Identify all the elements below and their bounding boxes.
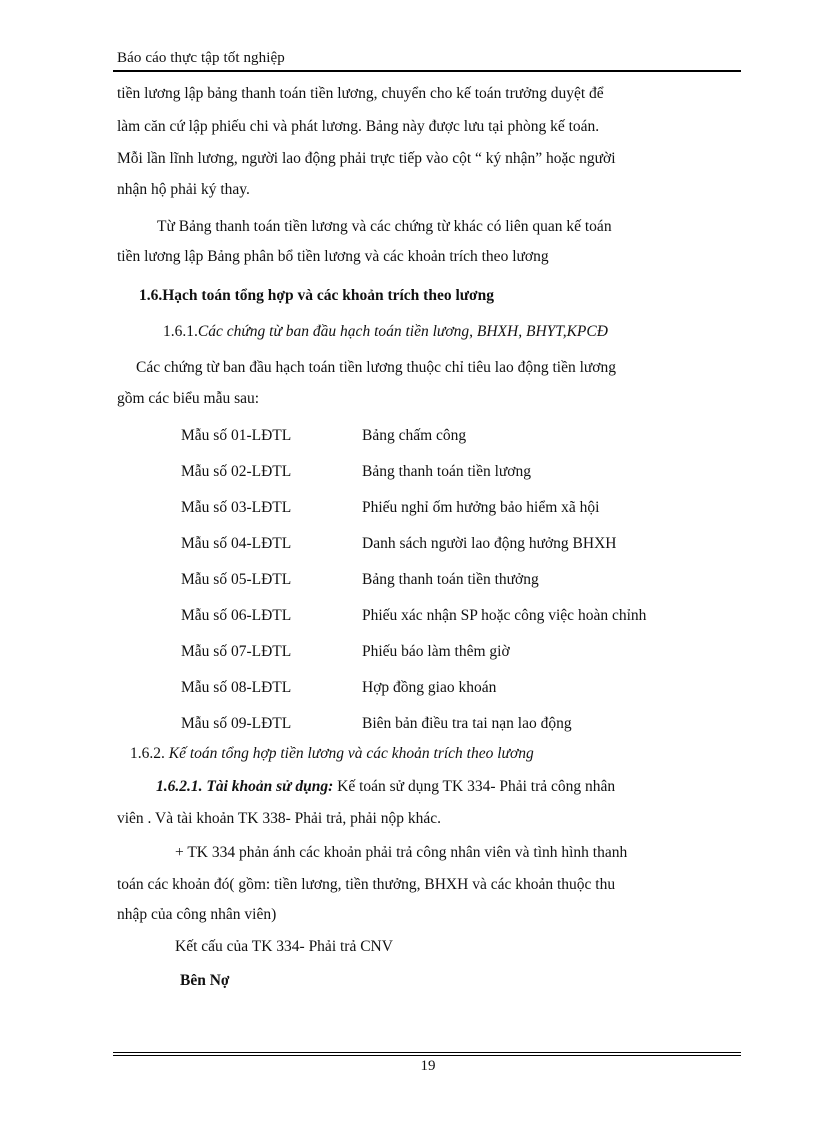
subsection-number: 1.6.2. [130,745,165,762]
subsubsection-label: 1.6.2.1. Tài khoản sử dụng: [156,778,334,795]
form-code: Mẫu số 02-LĐTL [181,463,292,480]
paragraph-line: nhận hộ phải ký thay. [117,181,250,198]
form-desc: Danh sách người lao động hưởng BHXH [362,535,617,552]
debit-side-heading: Bên Nợ [180,972,230,989]
form-desc: Phiếu báo làm thêm giờ [362,643,510,660]
form-desc: Bảng thanh toán tiền lương [362,463,531,480]
form-desc: Phiếu nghỉ ốm hưởng bảo hiểm xã hội [362,499,600,516]
paragraph-line: viên . Và tài khoản TK 338- Phải trả, phải nộp khác. [117,810,441,827]
account-structure-line: Kết cấu của TK 334- Phải trả CNV [175,938,393,955]
paragraph-line: làm căn cứ lập phiếu chi và phát lương. Bảng này được lưu tại phòng kế toán. [117,118,600,135]
document-header-title: Báo cáo thực tập tốt nghiệp [117,50,285,66]
form-desc: Phiếu xác nhận SP hoặc công việc hoàn chỉnh [362,607,647,624]
form-code: Mẫu số 01-LĐTL [181,427,292,444]
form-code: Mẫu số 09-LĐTL [181,715,292,732]
paragraph-line: + TK 334 phản ánh các khoản phải trả công nhân viên và tình hình thanh [175,844,628,861]
form-code: Mẫu số 06-LĐTL [181,607,292,624]
form-desc: Bảng chấm công [362,427,467,444]
form-code: Mẫu số 05-LĐTL [181,571,292,588]
form-desc: Biên bản điều tra tai nạn lao động [362,715,572,732]
paragraph-line: tiền lương lập bảng thanh toán tiền lương, chuyển cho kế toán trưởng duyệt để [117,85,604,102]
header-rule [113,70,741,72]
form-code: Mẫu số 07-LĐTL [181,643,292,660]
subsection-title: Kế toán tổng hợp tiền lương và các khoản trích theo lương [168,745,534,762]
section-heading-1-6: 1.6.Hạch toán tổng hợp và các khoản trích theo lương [139,287,495,304]
form-desc: Hợp đồng giao khoán [362,679,497,696]
paragraph-line: nhập của công nhân viên) [117,906,277,923]
paragraph-line: Các chứng từ ban đầu hạch toán tiền lương thuộc chỉ tiêu lao động tiền lương [136,359,617,376]
subsubsection-1-6-2-1 [156,778,615,796]
subsubsection-text: Kế toán sử dụng TK 334- Phải trả công nhân [337,778,616,795]
paragraph-line: gồm các biểu mẫu sau: [117,390,260,407]
paragraph-line: toán các khoản đó( gồm: tiền lương, tiền thưởng, BHXH và các khoản thuộc thu [117,876,616,893]
page-number: 19 [420,1058,436,1074]
form-code: Mẫu số 08-LĐTL [181,679,292,696]
form-code: Mẫu số 04-LĐTL [181,535,292,552]
form-code: Mẫu số 03-LĐTL [181,499,292,516]
paragraph-line: Từ Bảng thanh toán tiền lương và các chứng từ khác có liên quan kế toán [157,218,612,235]
subsection-heading-1-6-2 [130,745,534,763]
subsection-title: Các chứng từ ban đầu hạch toán tiền lương, BHXH, BHYT,KPCĐ [197,323,608,340]
subsection-heading-1-6-1 [163,323,608,341]
subsection-number: 1.6.1. [163,323,198,340]
paragraph-line: Mỗi lần lĩnh lương, người lao động phải trực tiếp vào cột “ ký nhận” hoặc người [117,150,616,167]
form-desc: Bảng thanh toán tiền thưởng [362,571,539,588]
footer-rule [113,1052,741,1053]
footer-rule [113,1055,741,1056]
paragraph-line: tiền lương lập Bảng phân bổ tiền lương và các khoản trích theo lương [117,248,549,265]
